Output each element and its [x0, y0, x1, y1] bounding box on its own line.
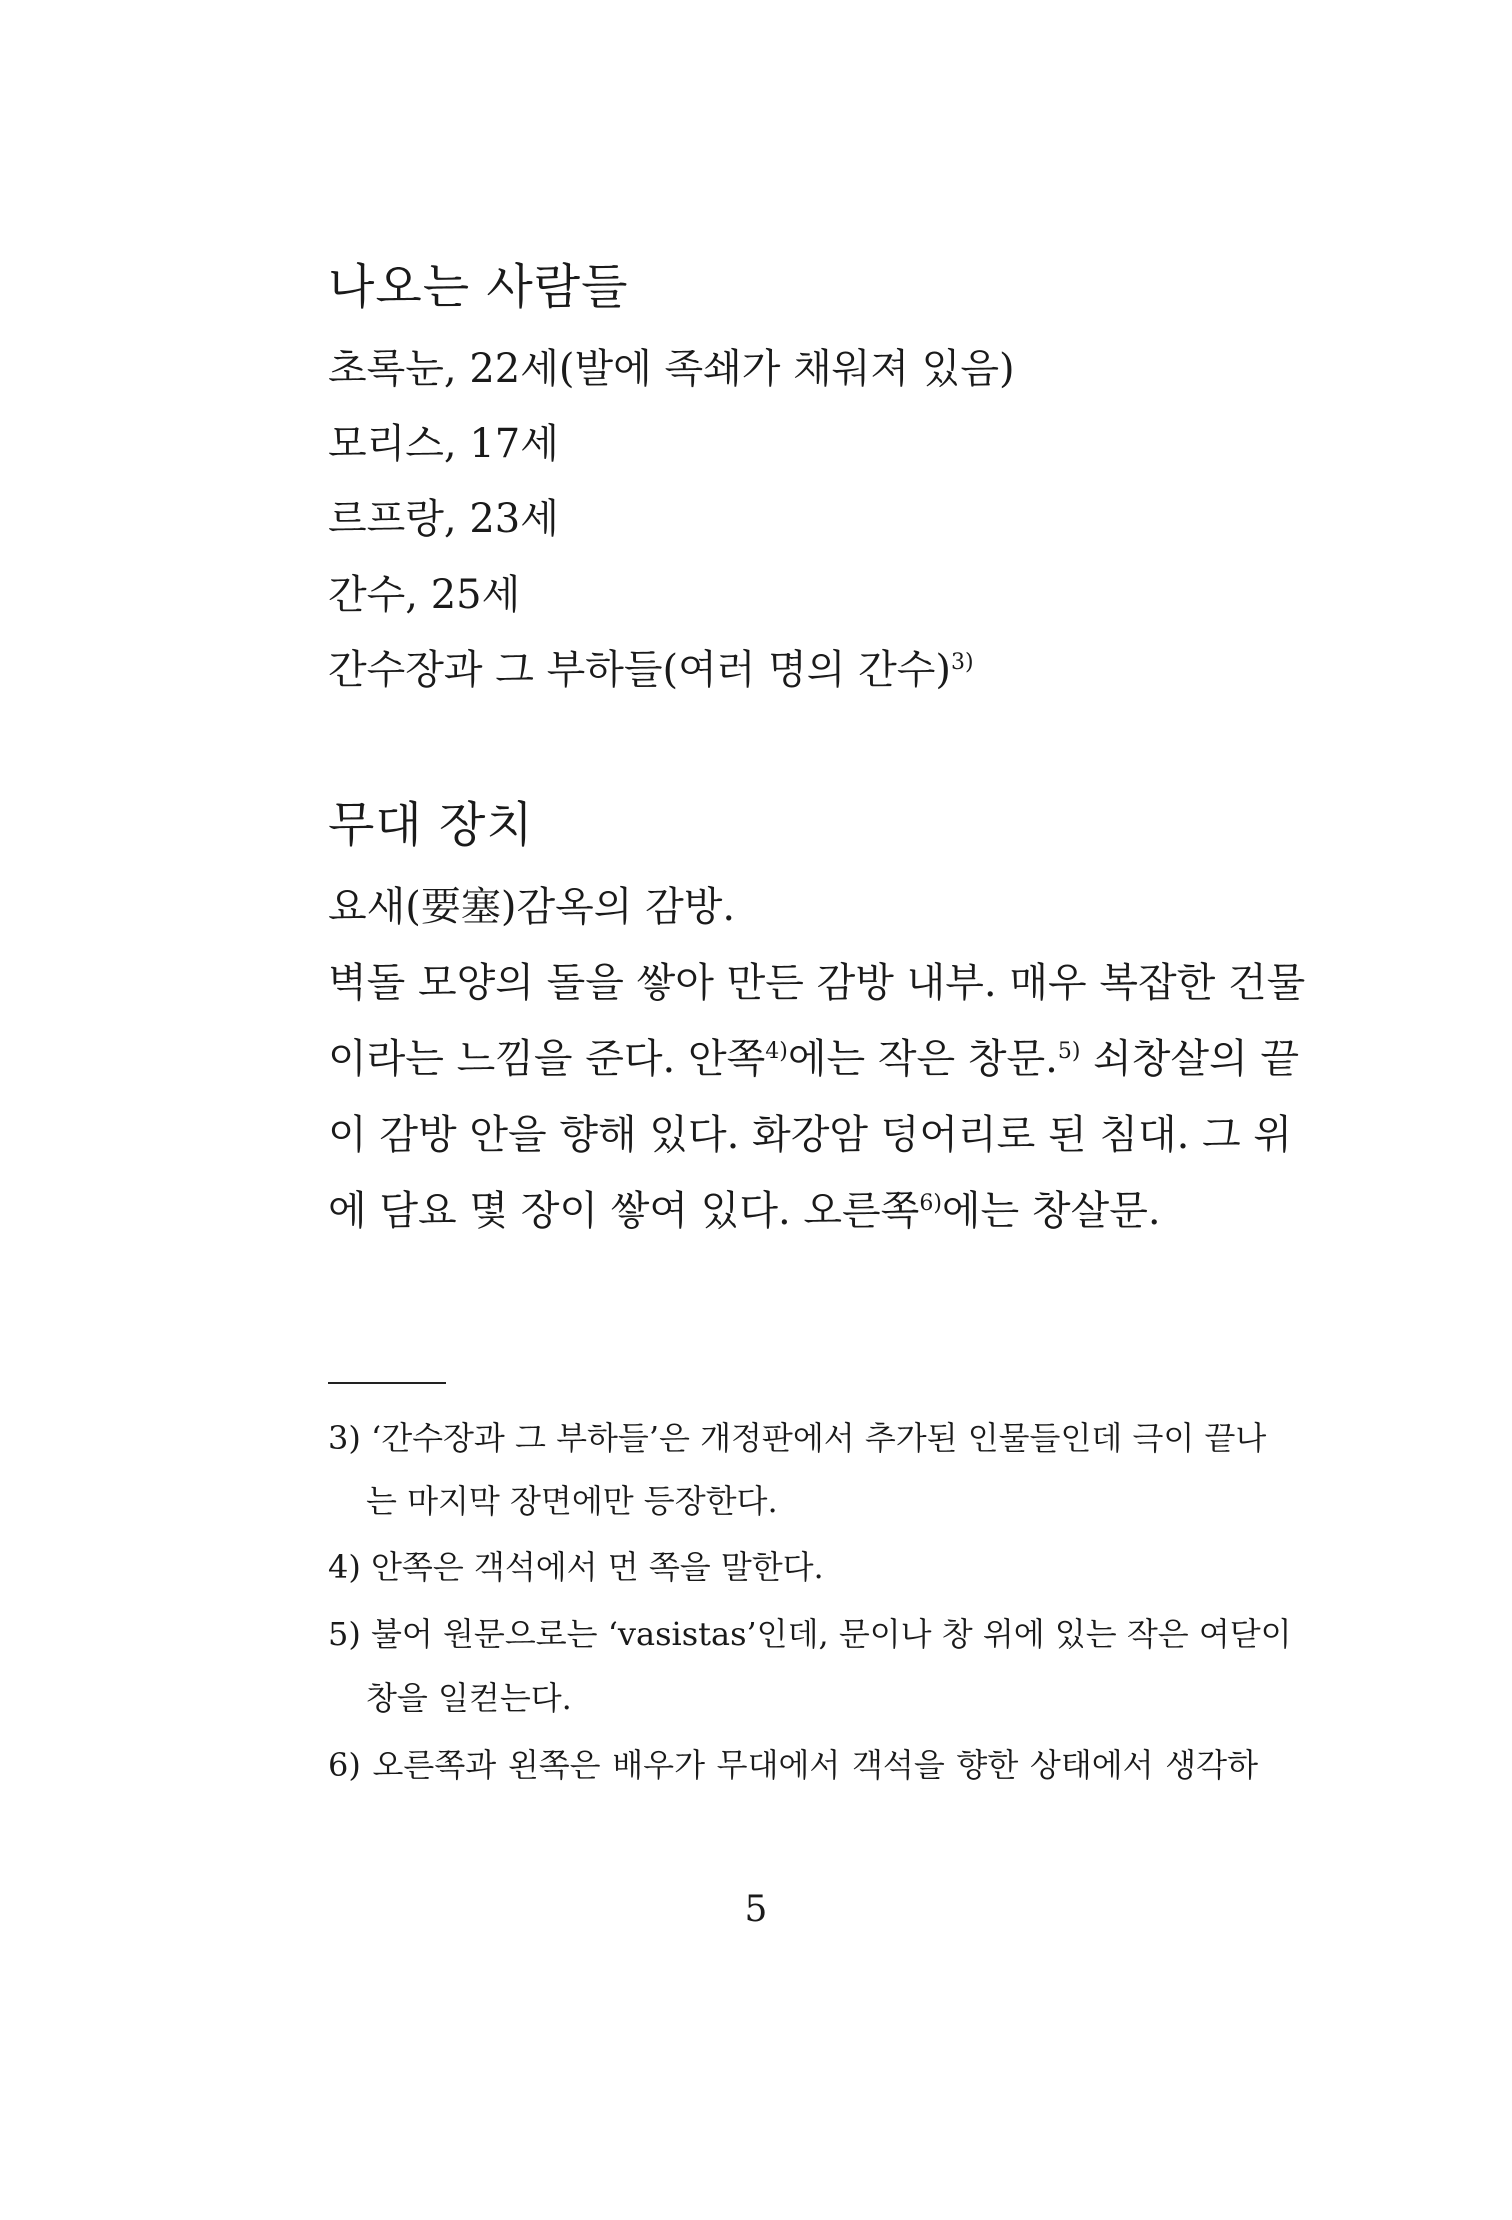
stage-line: 에 담요 몇 장이 쌓여 있다. 오른쪽$^{6)}$에는 창살문. — [328, 1188, 1161, 1234]
page-number: 5 — [744, 1889, 768, 1930]
stage-line: 요새(要塞)감옥의 감방. — [328, 884, 736, 930]
footnote-6: 6) 오른쪽과 왼쪽은 배우가 무대에서 객석을 향한 상태에서 생각하 — [328, 1746, 1258, 1784]
footnote-3: 3) ‘간수장과 그 부하들’은 개정판에서 추가된 인물들인데 극이 끝나 — [328, 1419, 1267, 1457]
cast-item: 르프랑, 23세 — [328, 496, 559, 542]
footnote-3-cont: 는 마지막 장면에만 등장한다. — [366, 1482, 778, 1520]
footnote-5-cont: 창을 일컫는다. — [366, 1679, 572, 1717]
cast-item: 초록눈, 22세(발에 족쇄가 채워져 있음) — [328, 346, 1015, 392]
footnote-ref[interactable]: 4) — [765, 1039, 788, 1064]
cast-item: 간수, 25세 — [328, 572, 521, 618]
cast-item: 간수장과 그 부하들(여러 명의 간수)$^{3)}$ — [328, 647, 974, 693]
stage-line: 이 감방 안을 향해 있다. 화강암 덩어리로 된 침대. 그 위 — [328, 1112, 1293, 1158]
stage-line: 벽돌 모양의 돌을 쌓아 만든 감방 내부. 매우 복잡한 건물 — [328, 960, 1306, 1006]
stage-heading: 무대 장치 — [328, 797, 534, 853]
footnote-5: 5) 불어 원문으로는 ‘vasistas’인데, 문이나 창 위에 있는 작은 여닫이 — [328, 1615, 1292, 1653]
footnote-ref[interactable]: 6) — [919, 1191, 942, 1216]
stage-line: 이라는 느낌을 준다. 안쪽$^{4)}$에는 작은 창문.$^{5)}$ 쇠창살의 끝 — [328, 1036, 1300, 1082]
footnote-ref[interactable]: 5) — [1057, 1039, 1081, 1064]
footnote-ref[interactable]: 3) — [951, 650, 974, 675]
cast-heading: 나오는 사람들 — [328, 259, 629, 315]
footnote-divider — [328, 1382, 446, 1384]
footnote-4: 4) 안쪽은 객석에서 먼 쪽을 말한다. — [328, 1548, 824, 1586]
cast-item: 모리스, 17세 — [328, 421, 559, 467]
